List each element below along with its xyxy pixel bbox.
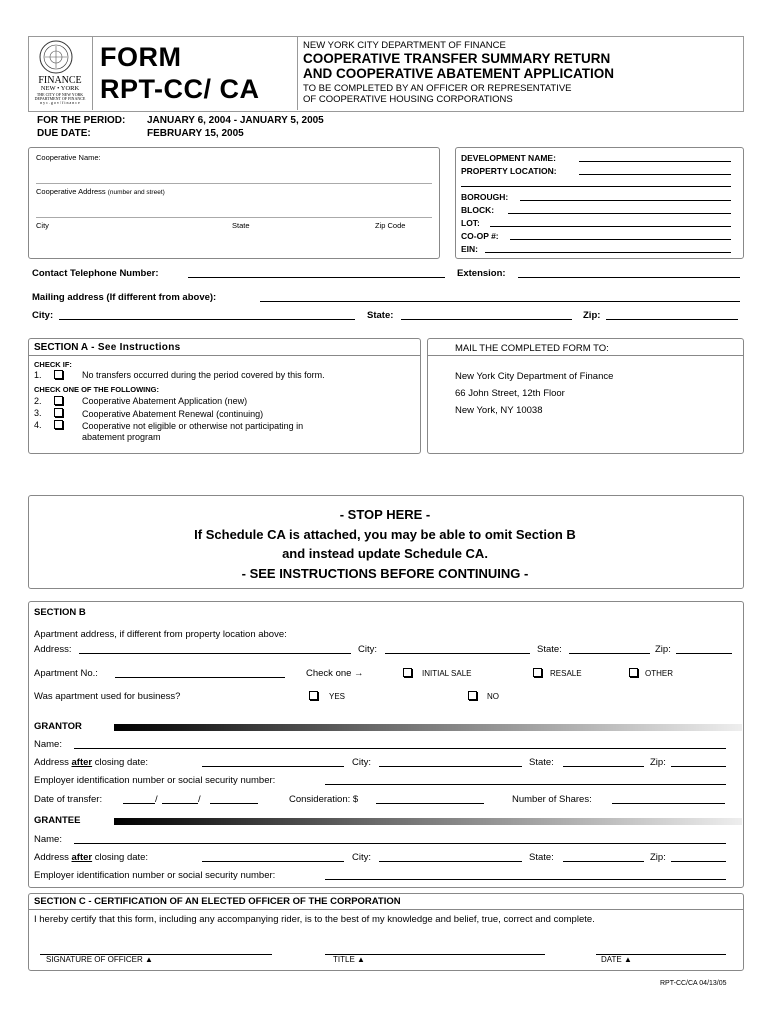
mail-to-title: MAIL THE COMPLETED FORM TO: (455, 343, 609, 354)
property-location-field[interactable] (579, 174, 731, 175)
opt4-label: Cooperative not eligible or otherwise not participating in (82, 421, 304, 431)
form-subtitle-1: TO BE COMPLETED BY AN OFFICER OR REPRESENTATIVE (303, 83, 572, 94)
business-yes-label: YES (329, 692, 346, 701)
apt-address-label: Address: (34, 644, 72, 655)
grantor-title: GRANTOR (34, 721, 82, 732)
other-checkbox[interactable] (629, 668, 638, 677)
form-code-footer: RPT-CC/CA 04/13/05 (660, 980, 727, 987)
signature-label: SIGNATURE OF OFFICER ▲ (46, 955, 153, 964)
grantee-state-field[interactable] (563, 861, 644, 862)
grantee-address-field[interactable] (202, 861, 344, 862)
opt4-label-cont: abatement program (82, 432, 161, 442)
section-a-title-rule (28, 355, 420, 356)
coop-address-label (36, 187, 165, 196)
apt-state-label: State: (537, 644, 562, 655)
mail-to-line-1: New York City Department of Finance (455, 371, 614, 382)
mail-to-rule (427, 355, 743, 356)
stop-line-2: If Schedule CA is attached, you may be able to omit Section B (194, 526, 576, 542)
section-c-rule (28, 909, 743, 910)
grantee-zip-label: Zip: (650, 852, 666, 863)
form-title-2: AND COOPERATIVE ABATEMENT APPLICATION (303, 66, 615, 81)
opt4-number: 4. (34, 420, 42, 430)
coop-zip-label: Zip Code (375, 221, 406, 230)
section-a-title-bold: SECTION A (34, 342, 89, 353)
mailing-zip-field[interactable] (606, 319, 738, 320)
seal-newyork: NEW • YORK (40, 85, 80, 92)
grantee-city-label: City: (352, 852, 371, 863)
business-question: Was apartment used for business? (34, 691, 181, 702)
coop-address-hint: (number and street) (107, 189, 165, 196)
block-field[interactable] (508, 213, 731, 214)
borough-field[interactable] (520, 200, 731, 201)
apt-state-field[interactable] (569, 653, 650, 654)
opt1-label: No transfers occurred during the period covered by this form. (82, 370, 325, 380)
section-a-title-rest: - See Instructions (88, 342, 181, 353)
transfer-month-field[interactable] (123, 803, 155, 804)
check-one-arrow-label: Check one → (306, 668, 364, 679)
transfer-date-label: Date of transfer: (34, 794, 103, 805)
shares-field[interactable] (612, 803, 725, 804)
section-a-title (34, 342, 180, 353)
mailing-zip-label: Zip: (583, 310, 601, 321)
stop-here-text (28, 505, 742, 583)
grantee-city-field[interactable] (379, 861, 522, 862)
grantee-address-label (34, 852, 148, 863)
certification-statement: I hereby certify that this form, including any accompanying rider, is to the best of my knowledge and belief, true, correct and complete. (34, 914, 595, 925)
form-word: FORM (100, 42, 182, 72)
grantor-city-field[interactable] (379, 766, 522, 767)
extension-label: Extension: (457, 268, 506, 279)
block-label: BLOCK: (461, 205, 495, 215)
grantee-state-label: State: (529, 852, 554, 863)
grantee-address-post: closing date: (92, 852, 149, 863)
grantee-name-field[interactable] (74, 843, 726, 844)
period-value: JANUARY 6, 2004 - JANUARY 5, 2005 (147, 115, 324, 126)
grantor-ein-label: Employer identification number or social security number: (34, 775, 276, 786)
mailing-state-label: State: (367, 310, 394, 321)
dev-name-field[interactable] (579, 161, 731, 162)
initial-sale-checkbox[interactable] (403, 668, 412, 677)
initial-sale-label: INITIAL SALE (422, 669, 472, 678)
coop-number-label: CO-OP #: (461, 231, 499, 241)
grantee-ein-label: Employer identification number or social security number: (34, 870, 276, 881)
stop-line-3: and instead update Schedule CA. (282, 546, 488, 561)
date-slash-2: / (198, 794, 201, 805)
grantor-address-after: after (71, 757, 93, 768)
seal-finance: FINANCE (38, 75, 82, 86)
form-subtitle-2: OF COOPERATIVE HOUSING CORPORATIONS (303, 94, 513, 105)
seal-city: THE CITY OF NEW YORK (36, 91, 84, 97)
coop-number-field[interactable] (510, 239, 731, 240)
due-label: DUE DATE: (37, 128, 91, 139)
mailing-state-field[interactable] (401, 319, 572, 320)
mailing-city-label: City: (32, 310, 54, 321)
other-label: OTHER (645, 669, 673, 678)
apt-address-intro: Apartment address, if different from property location above: (34, 629, 287, 640)
apt-zip-label: Zip: (655, 644, 671, 655)
apt-no-field[interactable] (115, 677, 285, 678)
resale-checkbox[interactable] (533, 668, 542, 677)
property-location-field-2[interactable] (461, 186, 731, 187)
mailing-city-field[interactable] (59, 319, 355, 320)
apt-zip-field[interactable] (676, 653, 732, 654)
form-id: RPT-CC/ CA (100, 74, 260, 104)
grantor-bar (114, 724, 742, 731)
section-b-title: SECTION B (34, 607, 86, 618)
grantee-zip-field[interactable] (671, 861, 726, 862)
nyc-seal-icon (39, 40, 73, 74)
property-location-label: PROPERTY LOCATION: (461, 166, 557, 176)
stop-line-4: - SEE INSTRUCTIONS BEFORE CONTINUING - (241, 565, 529, 581)
grantee-title: GRANTEE (34, 815, 81, 826)
lot-label: LOT: (461, 218, 480, 228)
dev-name-label: DEVELOPMENT NAME: (461, 153, 556, 163)
grantor-city-label: City: (352, 757, 371, 768)
opt3-label: Cooperative Abatement Renewal (continuing) (82, 409, 264, 419)
check-if-label: CHECK IF: (34, 360, 72, 369)
opt1-number: 1. (34, 370, 42, 380)
section-b-box (28, 601, 744, 888)
coop-city-label: City (36, 221, 49, 230)
consideration-label: Consideration: $ (289, 794, 359, 805)
form-title-1: COOPERATIVE TRANSFER SUMMARY RETURN (303, 51, 611, 66)
opt3-checkbox[interactable] (54, 408, 63, 417)
business-no-label: NO (487, 692, 499, 701)
phone-label: Contact Telephone Number: (32, 268, 159, 279)
apt-address-field[interactable] (79, 653, 351, 654)
business-yes-checkbox[interactable] (309, 691, 318, 700)
seal-web: n y c . g o v / f i n a n c e (40, 99, 80, 105)
business-no-checkbox[interactable] (468, 691, 477, 700)
due-value: FEBRUARY 15, 2005 (147, 128, 244, 139)
apt-city-field[interactable] (385, 653, 530, 654)
coop-address-field[interactable] (36, 217, 432, 218)
stop-line-1: - STOP HERE - (339, 507, 431, 522)
mailing-field[interactable] (260, 301, 740, 302)
grantee-bar (114, 818, 742, 825)
consideration-field[interactable] (376, 803, 484, 804)
grantor-address-pre: Address (34, 757, 72, 768)
mail-to-line-2: 66 John Street, 12th Floor (455, 388, 565, 399)
grantor-name-field[interactable] (74, 748, 726, 749)
grantor-state-field[interactable] (563, 766, 644, 767)
opt3-number: 3. (34, 408, 42, 418)
development-box (455, 147, 744, 259)
borough-label: BOROUGH: (461, 192, 509, 202)
opt2-number: 2. (34, 396, 42, 406)
grantor-address-field[interactable] (202, 766, 344, 767)
grantee-name-label: Name: (34, 834, 62, 845)
transfer-day-field[interactable] (162, 803, 198, 804)
apt-city-label: City: (358, 644, 377, 655)
grantor-ein-field[interactable] (325, 784, 726, 785)
ein-field[interactable] (485, 252, 731, 253)
coop-address-text: Cooperative Address (36, 187, 106, 196)
lot-field[interactable] (490, 226, 731, 227)
opt2-label: Cooperative Abatement Application (new) (82, 396, 248, 406)
grantor-zip-label: Zip: (650, 757, 666, 768)
grantor-address-label (34, 757, 148, 768)
transfer-year-field[interactable] (210, 803, 258, 804)
grantor-address-post: closing date: (92, 757, 149, 768)
grantee-ein-field[interactable] (325, 879, 726, 880)
dept-name: NEW YORK CITY DEPARTMENT OF FINANCE (303, 40, 506, 51)
coop-name-label: Cooperative Name: (36, 153, 101, 162)
mail-to-line-3: New York, NY 10038 (455, 405, 543, 416)
apt-no-label: Apartment No.: (34, 668, 98, 679)
ein-label: EIN: (461, 244, 478, 254)
section-c-title: SECTION C - CERTIFICATION OF AN ELECTED OFFICER OF THE CORPORATION (34, 896, 401, 907)
coop-state-label: State (232, 221, 250, 230)
grantee-address-after: after (71, 852, 93, 863)
phone-field[interactable] (188, 277, 445, 278)
coop-name-field[interactable] (36, 183, 432, 184)
grantee-address-pre: Address (34, 852, 72, 863)
period-label: FOR THE PERIOD: (37, 115, 126, 126)
opt4-checkbox[interactable] (54, 420, 63, 429)
opt2-checkbox[interactable] (54, 396, 63, 405)
seal-caption (30, 76, 90, 105)
resale-label: RESALE (550, 669, 582, 678)
extension-field[interactable] (518, 277, 740, 278)
grantor-name-label: Name: (34, 739, 62, 750)
mailing-label: Mailing address (If different from above): (32, 292, 217, 303)
date-slash-1: / (155, 794, 158, 805)
date-label: DATE ▲ (601, 955, 632, 964)
title-label: TITLE ▲ (333, 955, 365, 964)
header-divider-2 (297, 36, 298, 110)
seal-dept: DEPARTMENT OF FINANCE (34, 95, 86, 101)
opt1-checkbox[interactable] (54, 370, 63, 379)
grantor-state-label: State: (529, 757, 554, 768)
shares-label: Number of Shares: (512, 794, 592, 805)
grantor-zip-field[interactable] (671, 766, 726, 767)
coop-info-box (28, 147, 440, 259)
header-divider-1 (92, 36, 93, 110)
check-one-label: CHECK ONE OF THE FOLLOWING: (34, 385, 159, 394)
